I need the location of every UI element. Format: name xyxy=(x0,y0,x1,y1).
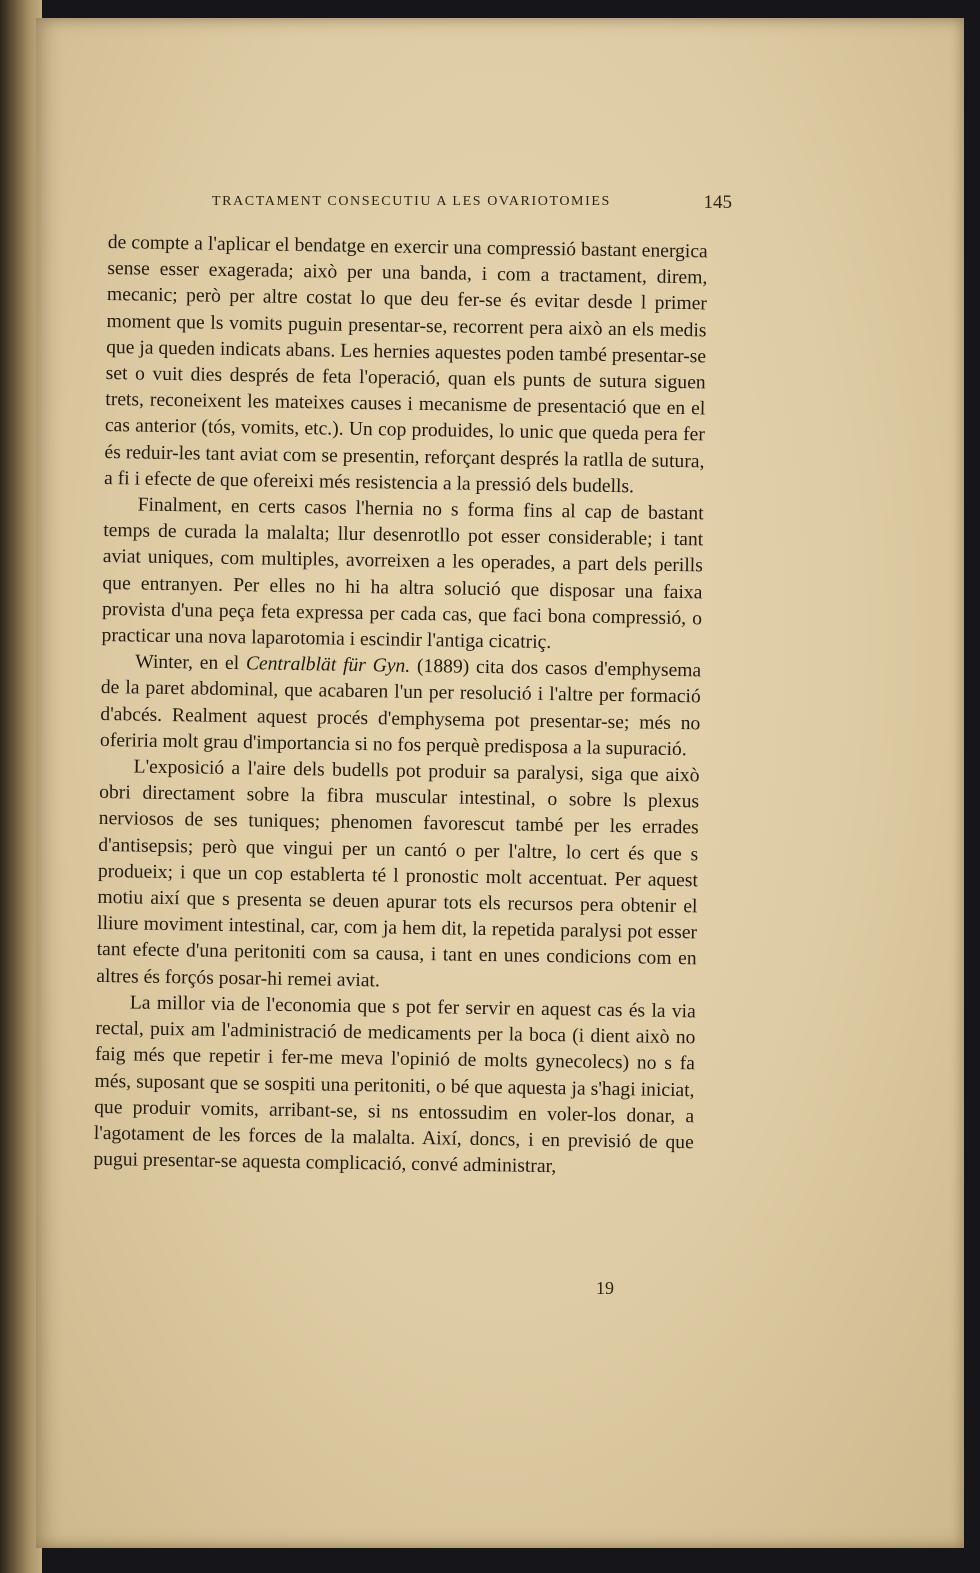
journal-title: Centralblät für Gyn. xyxy=(245,653,411,678)
paragraph: Finalment, en certs casos l'hernia no s forma fins al cap de bastant temps de curada la malalta; llur desenrotllo pot esser considerable; i tant aviat uniques, com multiples, avorreixen a les operades, a part dels perills que entranyen. Per elles no hi ha altra solució que disposar una faixa provista d'una peça feta expressa per cada cas, que faci bona compressió, o practicar una nova laparotomia i escindir l'antiga cicatriç. xyxy=(101,494,704,654)
paragraph-text: Winter, en el Centralblät für Gyn. (1889) cita dos casos d'emphysema de la paret abdominal, que acabaren l'un per resolució i l'altre per formació d'abcés. Realment aquest procés d'emphysema pot presentar-se; més no oferiria molt grau d'importancia si no fos perquè predisposa a la supuració. xyxy=(99,651,702,761)
paragraph: L'exposició a l'aire dels budells pot produir sa paralysi, siga que això obri directament sobre la fibra muscular intestinal, o sobre ls plexus nerviosos de ses tuniques; phenomen favorescut també per les errades d'antisepsis; però que vingui per un cantó o per l'altre, lo cert és que s produeix; i que un cop establerta té l pronostic molt accentuat. Per aquest motiu així que s presenta se deuen apurar tots els recursos pera obtenir el lliure moviment intestinal, car, com ja hem dit, la repetida paralysi pot esser tant efecte d'una peritoniti com sa causa, i tant en unes condicions com en altres és forçós posar-hi remei aviat. xyxy=(96,756,700,992)
paragraph xyxy=(100,649,702,763)
body-text xyxy=(93,230,708,1183)
page-number: 145 xyxy=(703,192,732,213)
page-header xyxy=(212,192,732,214)
running-title: TRACTAMENT CONSECUTIU A LES OVARIOTOMIES xyxy=(212,194,611,209)
paragraph: La millor via de l'economia que s pot fer servir en aquest cas és la via rectal, puix am l'administració de medicaments per la boca (i dient això no faig més que repetir i fer-me meva l'opinió de molts gynecolecs) no s fa més, suposant que se sospiti una peritoniti, o bé que aquesta ja s'hagi iniciat, que produir vomits, arribant-se, si ns entossudim en voler-los donar, a l'agotament de les forces de la malalta. Així, doncs, i en previsió de que pugui presentar-se aquesta complicació, convé administrar, xyxy=(93,992,696,1178)
paragraph: de compte a l'aplicar el bendatge en exercir una compressió bastant energica sense esser exagerada; això per una banda, i com a tractament, direm, mecanic; però per altre costat lo que deu fer-se és evitar desde l primer moment que ls vomits puguin presentar-se, recorrent pera això an els medis que ja queden indicats abans. Les hernies aquestes poden també presentar-se set o vuit dies després de feta l'operació, quan els punts de sutura siguen trets, reconeixent les mateixes causes i mecanisme de presentació que en el cas anterior (tós, vomits, etc.). Un cop produides, lo unic que queda pera fer és reduir-les tant aviat com se presentin, reforçant després la ratlla de sutura, a fi i efecte de que ofereixi més resistencia a la pressió dels budells. xyxy=(103,231,708,498)
signature-mark: 19 xyxy=(596,1278,614,1298)
